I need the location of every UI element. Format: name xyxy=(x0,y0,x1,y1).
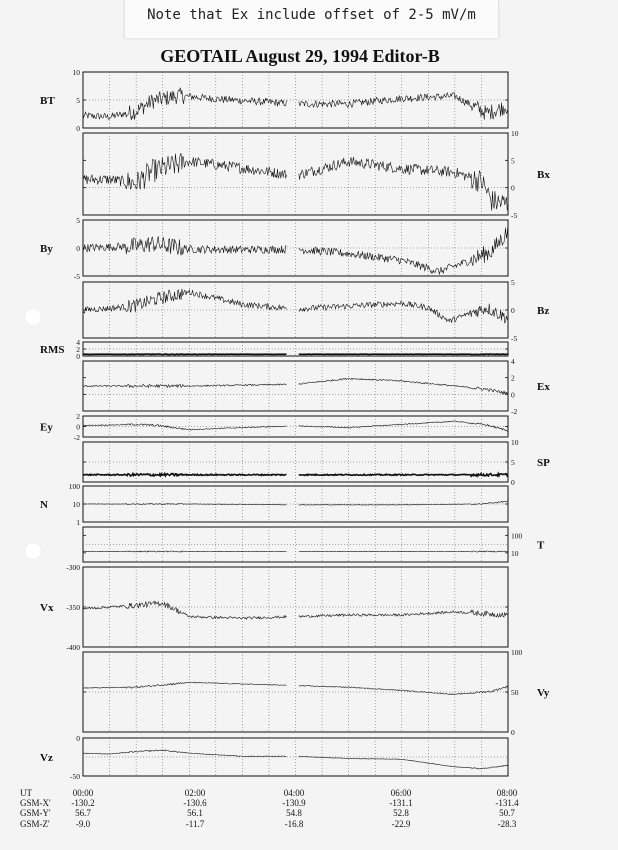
footer-value: 56.1 xyxy=(187,808,203,818)
tick-label-bx: 5 xyxy=(511,156,515,166)
footer-value: 00:00 xyxy=(72,788,94,798)
footer-row-label: GSM-Z' xyxy=(20,819,50,829)
tick-label-by: 5 xyxy=(76,216,80,225)
panel-label-bt: BT xyxy=(40,95,55,107)
tick-label-ex: 0 xyxy=(511,390,515,400)
panel-label-bx: Bx xyxy=(537,169,550,181)
tick-label-rms: 2 xyxy=(76,345,80,354)
tick-label-vx: -350 xyxy=(66,603,80,612)
footer-coordinates xyxy=(20,788,519,829)
tick-label-vx: -300 xyxy=(66,563,80,572)
panel-label-ex: Ex xyxy=(537,381,550,393)
footer-value: 56.7 xyxy=(75,808,91,818)
footer-value: -130.2 xyxy=(71,798,95,808)
tick-label-sp: 0 xyxy=(511,478,515,487)
panel-label-by: By xyxy=(40,243,53,255)
tick-label-bz: 0 xyxy=(511,306,515,315)
panel-label-vz: Vz xyxy=(40,752,53,764)
panel-ex xyxy=(83,357,550,416)
panel-n xyxy=(40,482,508,527)
footer-value: -130.6 xyxy=(183,798,207,808)
tick-label-ex: 2 xyxy=(511,373,515,383)
tick-label-n: 1 xyxy=(76,518,80,527)
tick-label-ey: -2 xyxy=(73,433,80,442)
tick-label-t: 10 xyxy=(511,548,519,558)
panel-label-vx: Vx xyxy=(40,602,54,614)
footer-value: -11.7 xyxy=(185,819,205,829)
panel-by xyxy=(40,216,508,281)
tick-label-sp: 5 xyxy=(511,458,515,467)
panel-bz xyxy=(83,278,549,343)
footer-value: 50.7 xyxy=(499,808,515,818)
tick-label-bx: 0 xyxy=(511,183,515,193)
tick-label-bt: 10 xyxy=(72,68,80,77)
tick-label-ex: -2 xyxy=(511,407,518,416)
tick-label-vy: 50 xyxy=(511,688,519,697)
panel-sp xyxy=(83,438,550,487)
footer-row-label: GSM-X' xyxy=(20,798,51,808)
footer-value: -130.9 xyxy=(282,798,306,808)
tick-label-n: 10 xyxy=(72,500,80,509)
panel-label-rms: RMS xyxy=(40,344,65,356)
panel-vy xyxy=(83,648,550,737)
panel-vx xyxy=(40,563,508,652)
tick-label-vz: -50 xyxy=(70,772,80,781)
footer-value: -16.8 xyxy=(284,819,304,829)
tick-label-bx: -5 xyxy=(511,211,518,220)
tick-label-vz: 0 xyxy=(76,734,80,743)
panel-t xyxy=(83,527,545,562)
tick-label-bz: 5 xyxy=(511,278,515,287)
tick-label-rms: 0 xyxy=(76,352,80,361)
footer-value: 54.8 xyxy=(286,808,302,818)
tick-label-rms: 4 xyxy=(76,338,80,347)
panel-label-n: N xyxy=(40,499,48,511)
footer-value: -131.4 xyxy=(495,798,519,808)
footer-value: 08:00 xyxy=(496,788,518,798)
tick-label-bz: -5 xyxy=(511,334,518,343)
panel-bt xyxy=(40,68,508,133)
offset-note-text: Note that Ex include offset of 2-5 mV/m xyxy=(147,7,476,23)
tick-label-bx: 10 xyxy=(511,129,519,138)
panel-label-t: T xyxy=(537,539,545,552)
tick-label-by: 0 xyxy=(76,244,80,253)
tick-label-t: 100 xyxy=(511,531,523,541)
tick-label-vx: -400 xyxy=(66,643,80,652)
tick-label-ey: 2 xyxy=(76,412,80,421)
footer-value: 02:00 xyxy=(184,788,206,798)
tick-label-bt: 5 xyxy=(76,96,80,105)
footer-row-label: UT xyxy=(20,788,32,798)
tick-label-vy: 100 xyxy=(511,648,523,657)
tick-label-n: 100 xyxy=(68,482,80,491)
tick-label-by: -5 xyxy=(73,272,80,281)
footer-value: -131.1 xyxy=(389,798,413,808)
tick-label-ey: 0 xyxy=(76,422,80,432)
panel-ey xyxy=(40,412,508,442)
panel-bx xyxy=(83,129,550,220)
footer-value: 52.8 xyxy=(393,808,409,818)
panel-label-bz: Bz xyxy=(537,305,550,317)
footer-row-label: GSM-Y' xyxy=(20,808,51,818)
tick-label-sp: 10 xyxy=(511,438,519,447)
panel-label-vy: Vy xyxy=(537,687,550,699)
panel-label-sp: SP xyxy=(537,457,550,469)
series-trace-bz xyxy=(83,289,508,323)
tick-label-ex: 4 xyxy=(511,357,515,366)
panel-vz xyxy=(40,734,508,781)
footer-value: -22.9 xyxy=(391,819,411,829)
series-trace-bt xyxy=(83,88,508,120)
panel-label-ey: Ey xyxy=(40,421,53,434)
chart-title: GEOTAIL August 29, 1994 Editor-B xyxy=(160,46,440,66)
footer-value: 04:00 xyxy=(283,788,305,798)
tick-label-vy: 0 xyxy=(511,728,515,737)
footer-value: 06:00 xyxy=(390,788,412,798)
footer-value: -28.3 xyxy=(497,819,517,829)
panel-rms xyxy=(40,338,508,361)
footer-value: -9.0 xyxy=(75,819,91,829)
tick-label-bt: 0 xyxy=(76,124,80,133)
